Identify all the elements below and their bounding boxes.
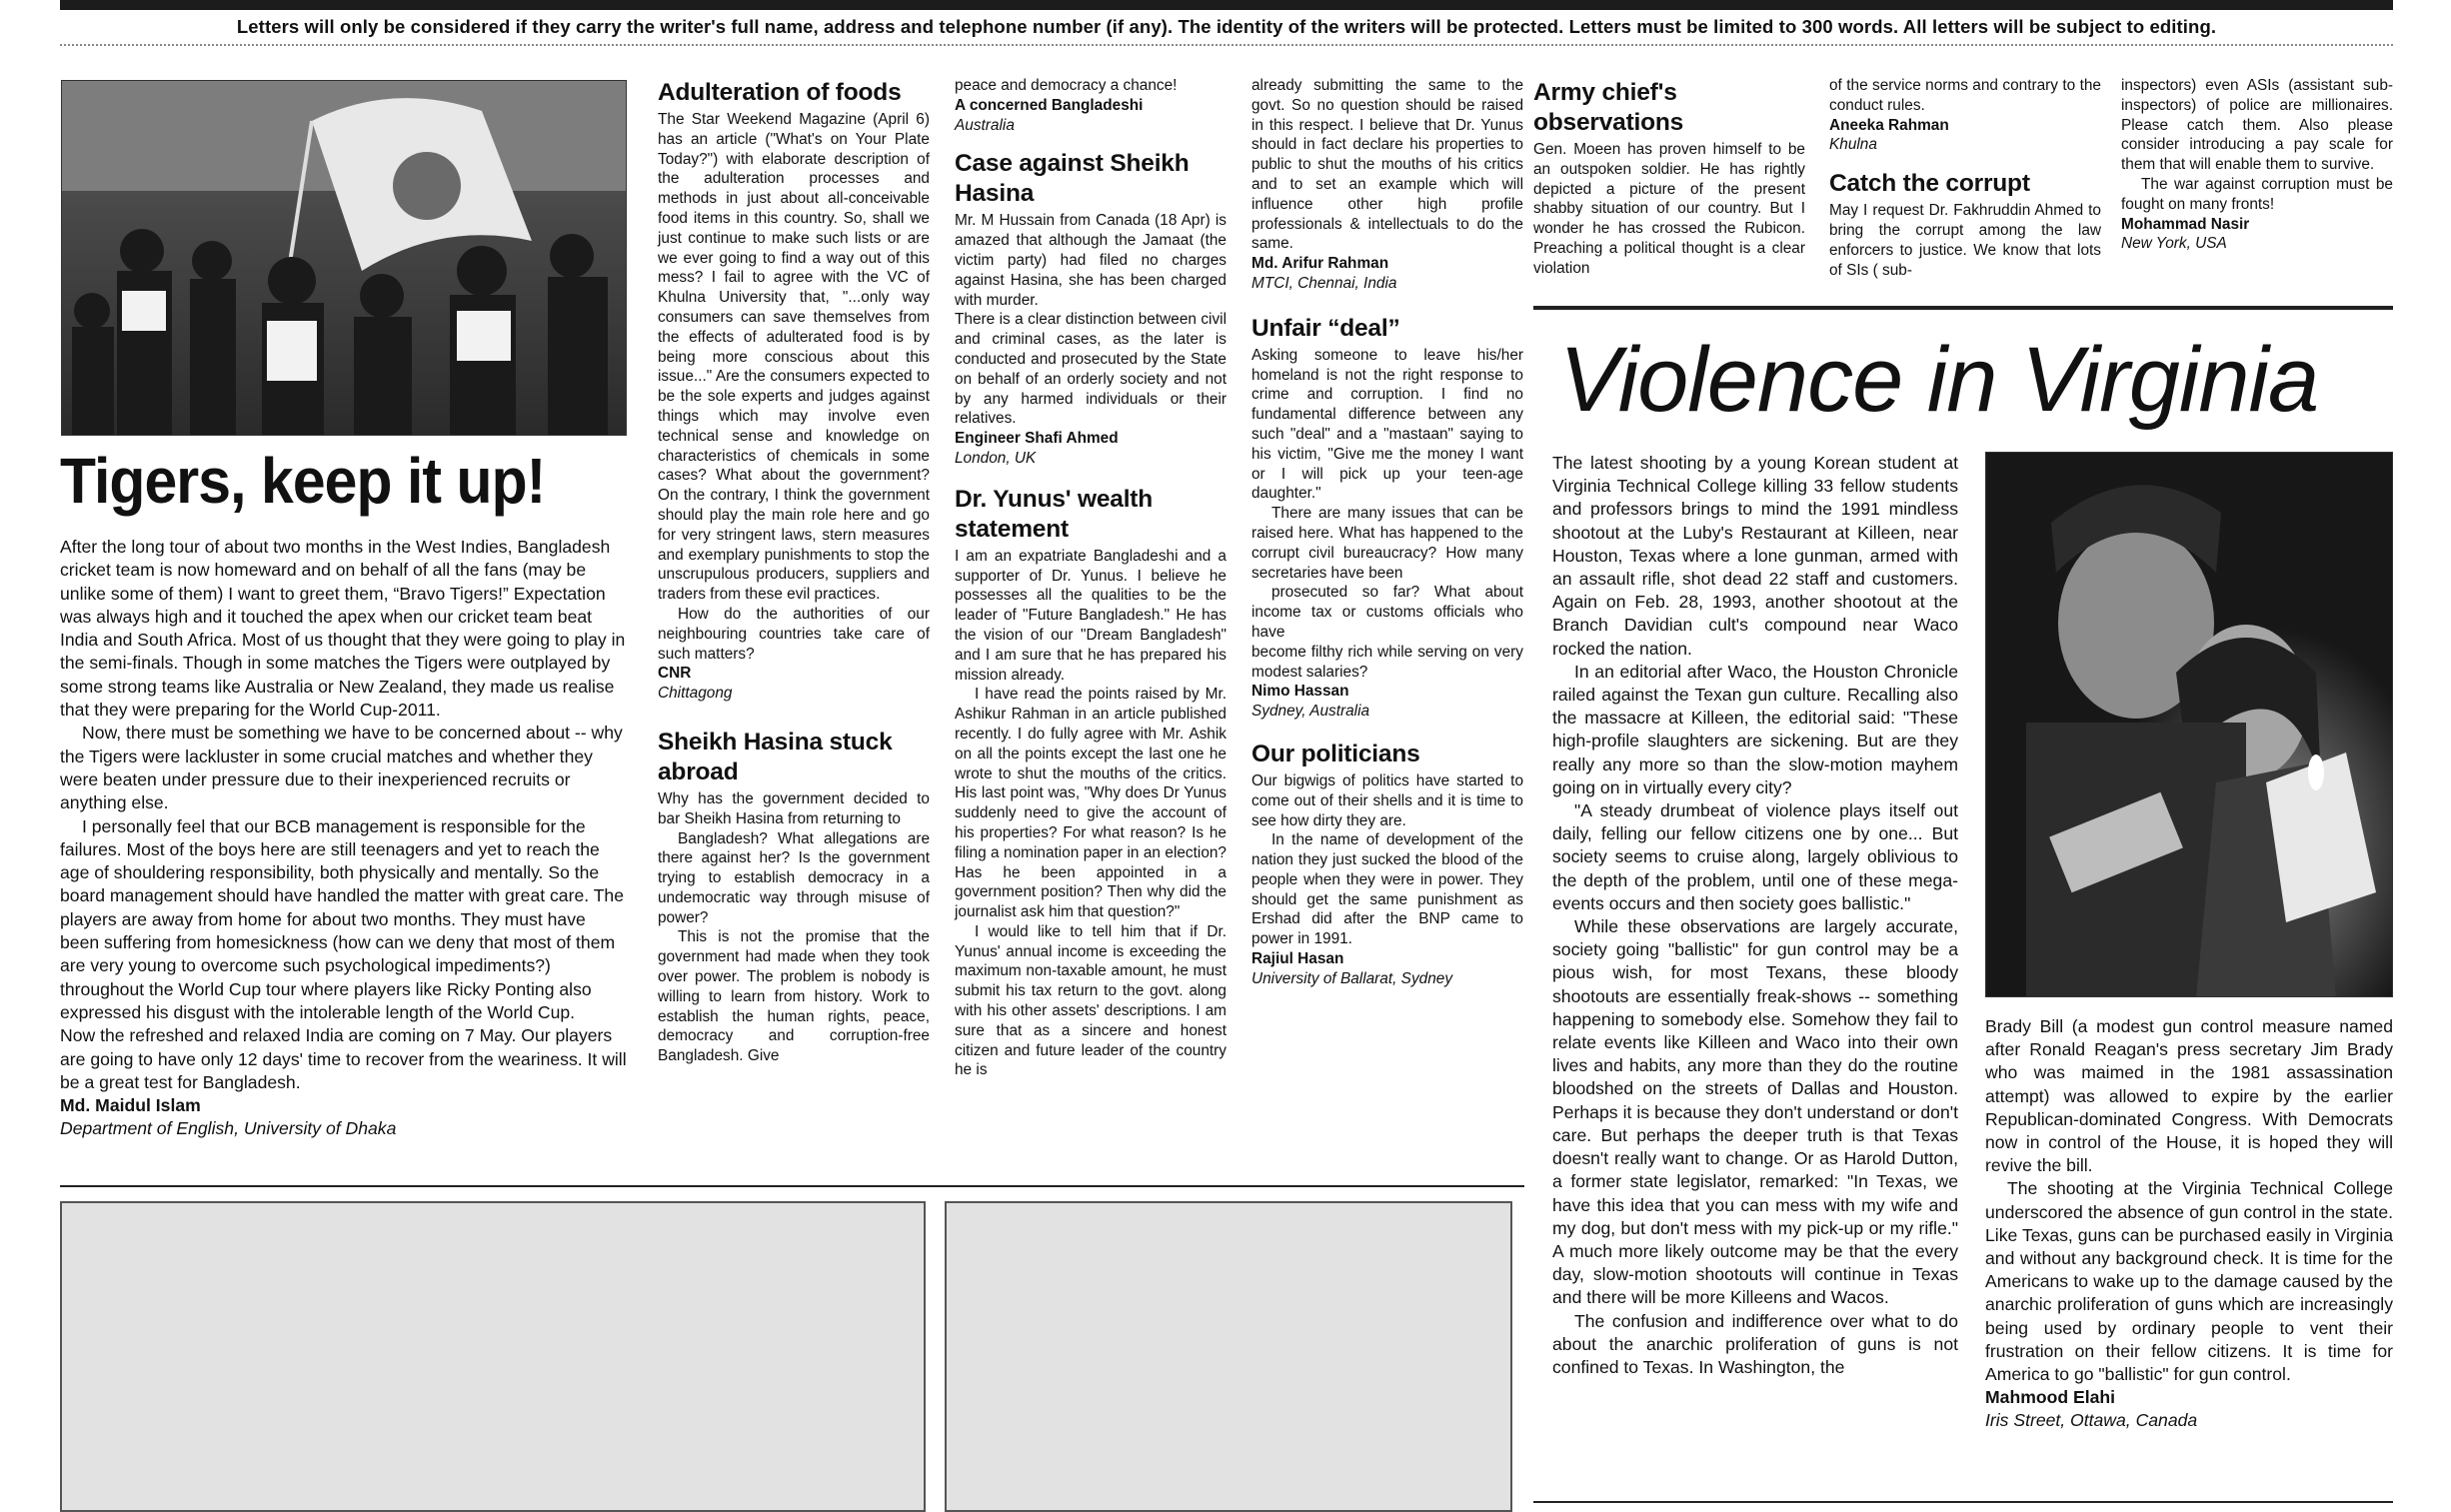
- column-4: [1251, 76, 1523, 989]
- virginia-place: Iris Street, Ottawa, Canada: [1985, 1410, 2198, 1431]
- unfair-deal-place: Sydney, Australia: [1251, 703, 1370, 721]
- unfair-deal-paragraph: Asking someone to leave his/her homeland is not the right response to crime and corruption. I find no fundamental difference between any such "deal" and a "mastaan" saying to his victim, "Give me the money I want or I will pick up your teen-age daughter.": [1251, 346, 1523, 503]
- notice-divider: [60, 44, 2393, 46]
- case-hasina-paragraph: There is a clear distinction between civil and criminal cases, as the later is conducted and prosecuted by the State on behalf of an orderly society and not by any harmed individuals or their relatives.: [955, 311, 1226, 428]
- politicians-paragraph: Our bigwigs of politics have started to come out of their shells and it is time to see how dirty they are.: [1251, 771, 1523, 829]
- continued-text: of the service norms and contrary to the conduct rules.: [1829, 77, 2101, 114]
- column-3: [955, 76, 1226, 1080]
- virginia-article-left: [1552, 452, 1958, 1379]
- virginia-top-rule: [1533, 306, 2393, 310]
- nasir-author: Mohammad Nasir: [2121, 215, 2250, 233]
- letters-notice: Letters will only be considered if they carry the writer's full name, address and telephone number (if any). The identity of the writers will be protected. Letters must be limited to 300 words. All letters will be subject to editing.: [236, 16, 2217, 37]
- adulteration-paragraph: How do the authorities of our neighbouring countries take care of such matters?: [658, 605, 930, 663]
- bottom-right-rule: [1533, 1501, 2393, 1503]
- adulteration-paragraph: The Star Weekend Magazine (April 6) has an article ("What's on Your Plate Today?") with elaborate description of the adulteration processes and methods in just about all-conceivable food items in this country. So, shall we just continue to make such lists or are we ever going to find a way out of this mess? I fail to agree with the VC of Khulna University that, "...only way consumers can save themselves from the effects of adulterated food is by being more conscious about this issue..." Are the consumers expected to be the sole experts and judges against things which may involve even technical sense and knowledge on characteristics of chemicals in some cases? What about the government? On the contrary, I think the government should play the main role here and go for very stringent laws, stern measures and exemplary punishments to stop the unscrupulous producers, suppliers and traders from these evil practices.: [658, 111, 930, 604]
- section-divider: [60, 1185, 1524, 1187]
- virginia-paragraph: The confusion and indifference over what to do about the anarchic proliferation of guns is not confined to Texas. In Washington, the: [1552, 1310, 1958, 1377]
- continued-text: already submitting the same to the govt. So no question should be raised in this respect. I believe that Dr. Yunus should in fact declare his properties to public to shut the mouths of his critics and to set an example which will influence other high profile professionals & intellectuals to do the same.: [1251, 77, 1523, 253]
- continued-text: peace and democracy a chance!: [955, 77, 1178, 94]
- virginia-paragraph: While these observations are largely accurate, society going "ballistic" for gun control may be a pious wish, for most Texans, these bloody shootouts are essentially freak-shows -- something happening to somebody else. Somehow they fail to relate events like Killeen and Waco into their own lives and habits, any more than they do the routine bloodshed on the streets of Dallas and Houston. Perhaps it is because they don't understand or don't care. But perhaps the deeper truth is that Texas doesn't really want to change. Or as Harold Dutton, a former state legislator, remarked: "In Texas, we have this idea that you can mess with my wife and my dog, but don't mess with my pick-up or my rifle." A much more likely outcome may be that the every day, slow-motion shootouts will continue in Texas and there will be more Killeens and Wacos.: [1552, 916, 1958, 1308]
- tigers-paragraph: After the long tour of about two months in the West Indies, Bangladesh cricket team is now homeward and on behalf of all the fans (may be unlike some of them) I want to greet them, “Bravo Tigers!” Expectation was always high and it touched the apex when our cricket team beat India and South Africa. Most of us thought that they were going to play in the semi-finals. Though in some matches the Tigers were outplayed by some strong teams like Australia or New Zealand, they made us realise that they were preparing for the World Cup-2011.: [60, 537, 626, 721]
- virginia-headline: Violence in Virginia: [1559, 329, 2319, 431]
- politicians-place: University of Ballarat, Sydney: [1251, 969, 1453, 987]
- tigers-article: [60, 536, 628, 1141]
- yunus-paragraph: I would like to tell him that if Dr. Yunus' annual income is exceeding the maximum non-taxable amount, he must submit his tax return to the govt. along with his other assets' descriptions. I am sure that as a sincere and honest citizen and future leader of the country he is: [955, 922, 1226, 1079]
- unfair-deal-paragraph: There are many issues that can be raised here. What has happened to the corrupt civil bureaucracy? How many secretaries have been: [1251, 505, 1523, 582]
- adulteration-author: CNR: [658, 665, 692, 683]
- tigers-paragraph: Now, there must be something we have to be concerned about -- why the Tigers were lackluster in some crucial matches and whether they were beaten under pressure due to their inexperienced recruits or anything else.: [60, 723, 623, 813]
- concerned-place: Australia: [955, 116, 1015, 134]
- tigers-place: Department of English, University of Dhaka: [60, 1118, 397, 1139]
- catch-corrupt-paragraph: May I request Dr. Fakhruddin Ahmed to bring the corrupt among the law enforcers to justice. We know that lots of SIs ( sub-: [1829, 202, 2101, 279]
- tigers-paragraph: I personally feel that our BCB management is responsible for the failures. Most of the boys here are still teenagers and yet to reach the age of shouldering responsibility, both physically and mentally. So the board management should have handled the matter with great care. The players are away from home for about two months. They must have been suffering from homesickness (how can we deny that most of them are very young to overcome such psychological impediments?) throughout the World Cup tour where players like Ricky Ponting also expressed his disgust with the intolerable length of the World Cup.: [60, 815, 625, 1022]
- tigers-author: Md. Maidul Islam: [60, 1095, 201, 1116]
- column-2: [658, 76, 930, 1066]
- adulteration-place: Chittagong: [658, 685, 733, 703]
- column-5: [1533, 76, 1805, 279]
- aneeka-author: Aneeka Rahman: [1829, 116, 1949, 134]
- politicians-paragraph: In the name of development of the nation they just sucked the blood of the people when they were in power. They should get the same punishment as Ershad did after the BNP came to power in 1991.: [1251, 831, 1523, 948]
- vigil-photo: [1985, 452, 2393, 997]
- ad-space-left: [60, 1201, 926, 1512]
- hasina-abroad-heading: Sheikh Hasina stuck abroad: [658, 728, 893, 785]
- ad-space-right: [945, 1201, 1512, 1512]
- concerned-author: A concerned Bangladeshi: [955, 96, 1144, 114]
- hasina-abroad-paragraph: Why has the government decided to bar Sheikh Hasina from returning to: [658, 789, 930, 827]
- virginia-author: Mahmood Elahi: [1985, 1387, 2116, 1408]
- unfair-deal-paragraph: prosecuted so far? What about income tax or customs officials who have: [1251, 584, 1523, 641]
- tigers-headline: Tigers, keep it up!: [60, 445, 546, 517]
- candlelight-vigil-image: [1986, 453, 2393, 997]
- column-7: [2121, 76, 2393, 254]
- aneeka-place: Khulna: [1829, 136, 1877, 154]
- case-hasina-paragraph: Mr. M Hussain from Canada (18 Apr) is amazed that although the Jamaat (the victim party) had filed no charges against Hasina, she has been charged with murder.: [955, 212, 1226, 309]
- cricket-fans-photo: [61, 80, 627, 436]
- case-hasina-author: Engineer Shafi Ahmed: [955, 430, 1119, 448]
- virginia-paragraph: The latest shooting by a young Korean student at Virginia Technical College killing 33 fellow students and professors brings to mind the 1991 mindless shootout at the Luby's Restaurant at Killeen, near Houston, Texas where a lone gunman, armed with an assault rifle, shot dead 22 staff and customers. Again on Feb. 28, 1993, another shootout at the Branch Davidian cult's compound near Waco rocked the nation.: [1552, 453, 1958, 659]
- politicians-author: Rajiul Hasan: [1251, 950, 1344, 968]
- yunus-heading: Dr. Yunus' wealth statement: [955, 485, 1154, 543]
- top-rule: [60, 0, 2393, 10]
- virginia-paragraph: "A steady drumbeat of violence plays itself out daily, felling our fellow citizens one by one... But society seems to cruise along, largely oblivious to the depth of the problem, until one of these mega-events occurs and then society goes ballistic.": [1552, 800, 1958, 913]
- nasir-paragraph: The war against corruption must be fought on many fronts!: [2121, 175, 2393, 213]
- adulteration-heading: Adulteration of foods: [658, 79, 902, 106]
- army-chief-paragraph: Gen. Moeen has proven himself to be an outspoken soldier. He has rightly depicted a picture of the present shabby situation of our country. But I wonder he has crossed the Rubicon. Preaching a political thought is a clear violation: [1533, 141, 1805, 277]
- virginia-article-right: [1985, 1015, 2393, 1433]
- case-hasina-place: London, UK: [955, 449, 1037, 467]
- hasina-abroad-paragraph: Bangladesh? What allegations are there against her? Is the government trying to establish democracy in a undemocratic way through misuse of power?: [658, 829, 930, 926]
- politicians-heading: Our politicians: [1251, 740, 1420, 767]
- continued-text: inspectors) even ASIs (assistant sub- inspectors) of police are millionaires. Please catch them. Also please consider introducing a pay scale for them that will enable them to survive.: [2121, 77, 2393, 174]
- cricket-fans-image: [62, 81, 627, 436]
- virginia-paragraph: Brady Bill (a modest gun control measure named after Ronald Reagan's press secretary Jim Brady who was maimed in the 1981 assassination attempt) was allowed to expire by the earlier Republican-dominated Congress. With Democrats now in control of the House, it is hoped they will revive the bill.: [1985, 1016, 2393, 1176]
- column-6: [1829, 76, 2101, 280]
- virginia-paragraph: In an editorial after Waco, the Houston Chronicle railed against the Texan gun culture. Recalling also the massacre at Killeen, the editorial said: "These high-profile slaughters are sickening. But are they really any more so than the slow-motion mayhem going on in virtually every city?: [1552, 661, 1958, 797]
- yunus-paragraph: I have read the points raised by Mr. Ashikur Rahman in an article published recently. I do fully agree with Mr. Ashik on all the points except the last one he wrote to shut the mouths of the critics. His last point was, "Why does Dr Yunus suddenly need to give the account of his properties? For what reason? Is he filing a nomination paper in an election? Has he been appointed in a government position? Then why did the journalist ask him that question?": [955, 686, 1226, 921]
- case-hasina-heading: Case against Sheikh Hasina: [955, 150, 1190, 208]
- unfair-deal-author: Nimo Hassan: [1251, 683, 1349, 701]
- catch-corrupt-heading: Catch the corrupt: [1829, 170, 2030, 198]
- unfair-deal-heading: Unfair “deal”: [1251, 314, 1400, 342]
- arifur-place: MTCI, Chennai, India: [1251, 274, 1397, 292]
- tigers-paragraph: Now the refreshed and relaxed India are coming on 7 May. Our players are going to have only 12 days' time to recover from the weariness. It will be a great test for Bangladesh.: [60, 1025, 627, 1092]
- unfair-deal-paragraph: become filthy rich while serving on very modest salaries?: [1251, 643, 1523, 681]
- hasina-abroad-paragraph: This is not the promise that the government had made when they took over power. The problem is nobody is willing to learn from history. Work to establish the human rights, peace, democracy and corruption-free Bangladesh. Give: [658, 928, 930, 1065]
- nasir-place: New York, USA: [2121, 235, 2227, 253]
- yunus-paragraph: I am an expatriate Bangladeshi and a supporter of Dr. Yunus. I believe he possesses all the qualities to be the leader of "Future Bangladesh." He has the vision of our "Dream Bangladesh" and I am sure that he has prepared his mission already.: [955, 547, 1226, 684]
- arifur-author: Md. Arifur Rahman: [1251, 255, 1389, 273]
- army-chief-heading: Army chief's observations: [1533, 79, 1684, 136]
- virginia-paragraph: The shooting at the Virginia Technical College underscored the absence of gun control in the state. Like Texas, guns can be purchased easily in Virginia and without any background check. It is time for the Americans to wake up to the damage caused by the anarchic proliferation of guns which are increasingly being used by ordinary people to vent their frustration on their fellow citizens. It is time for America to go "ballistic" for gun control.: [1985, 1178, 2393, 1385]
